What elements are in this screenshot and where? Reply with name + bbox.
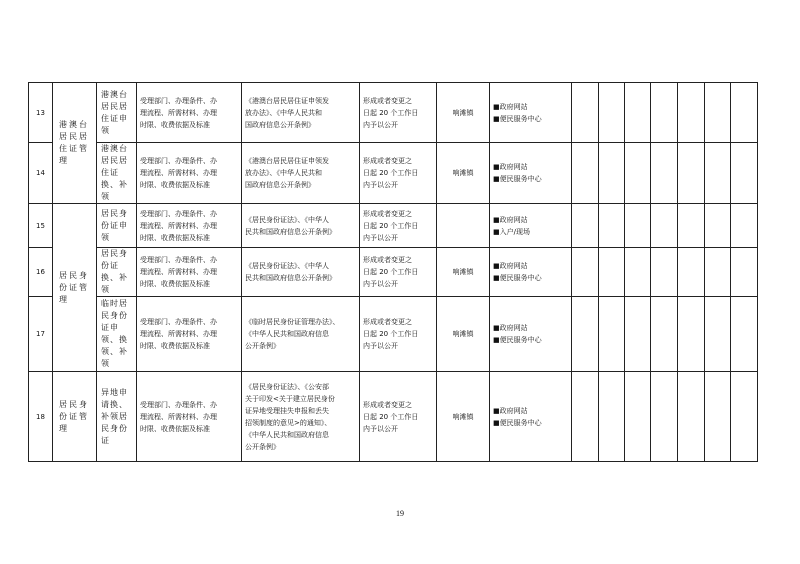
public-info-table (28, 82, 758, 462)
text-line: 证异地受理挂失申报和丢失 (245, 406, 329, 415)
text-line: ■便民服务中心 (493, 175, 542, 183)
text-line: ■入户/现场 (493, 227, 530, 236)
check-cell (625, 297, 651, 372)
text-line: ■便民服务中心 (493, 114, 542, 123)
text-line: 受理部门、办理条件、办 (140, 96, 217, 105)
text-line: 形成或者变更之 (363, 400, 412, 409)
text-line: 日起 20 个工作日 (363, 221, 419, 230)
basis-cell (242, 248, 360, 297)
text-line: 形成或者变更之 (363, 157, 412, 165)
time-limit-cell (360, 83, 437, 143)
text-line: 时限、收费依据及标准 (140, 342, 210, 350)
text-line: ■政府网站 (493, 262, 528, 270)
text-line: 时限、收费依据及标准 (140, 233, 210, 242)
text-line: 《居民身份证法》、《中华人 (245, 215, 329, 224)
page-number: 19 (396, 509, 404, 518)
department-cell: 响滩镇 (437, 143, 490, 204)
text-line: ■政府网站 (493, 163, 528, 171)
text-line: 公开条例》 (245, 442, 280, 451)
text-line: 公开条例》 (245, 342, 280, 350)
text-line: 日起 20 个工作日 (363, 268, 419, 276)
text-line: ■政府网站 (493, 102, 528, 111)
check-cell (651, 204, 678, 248)
check-cell (625, 248, 651, 297)
text-line: 形成或者变更之 (363, 209, 412, 218)
check-cell (731, 83, 758, 143)
text-line: 时限、收费依据及标准 (140, 181, 210, 189)
table-row (29, 143, 758, 204)
text-line: 时限、收费依据及标准 (140, 120, 210, 129)
check-cell (678, 143, 705, 204)
content-cell (137, 297, 242, 372)
text-line: ■便民服务中心 (493, 274, 542, 282)
basis-cell (242, 204, 360, 248)
text-line: 《中华人民共和国政府信息 (245, 330, 329, 338)
text-line: 内予以公开 (363, 342, 398, 350)
text-line: ■政府网站 (493, 215, 528, 224)
channel-cell (490, 297, 572, 372)
department-cell: 响滩镇 (437, 83, 490, 143)
basis-cell (242, 372, 360, 462)
text-line: ■便民服务中心 (493, 418, 542, 427)
content-cell (137, 248, 242, 297)
text-line: 内予以公开 (363, 120, 398, 129)
basis-cell (242, 83, 360, 143)
check-cell (705, 297, 731, 372)
check-cell (572, 83, 599, 143)
text-line: 内予以公开 (363, 280, 398, 288)
basis-cell (242, 143, 360, 204)
department-cell (437, 204, 490, 248)
row-number: 18 (29, 372, 53, 462)
text-line: 理流程、所需材料、办理 (140, 268, 217, 276)
text-line: 理流程、所需材料、办理 (140, 169, 217, 177)
table-row (29, 372, 758, 462)
item-name: 临时居民身份证申领、换领、补领 (97, 297, 137, 372)
text-line: 民共和国政府信息公开条例》 (245, 274, 336, 282)
check-cell (625, 143, 651, 204)
table-row (29, 248, 758, 297)
channel-cell (490, 83, 572, 143)
text-line: 《港澳台居民居住证申领发 (245, 96, 329, 105)
category-cell: 居民身份证管理 (53, 372, 97, 462)
check-cell (678, 83, 705, 143)
text-line: 理流程、所需材料、办理 (140, 108, 217, 117)
check-cell (599, 372, 625, 462)
check-cell (651, 83, 678, 143)
basis-cell (242, 297, 360, 372)
text-line: 《港澳台居民居住证申领发 (245, 157, 329, 165)
text-line: 关于印发<关于建立居民身份 (245, 394, 335, 403)
item-name: 居民身份证换、补领 (97, 248, 137, 297)
item-name: 港澳台居民居住证换、补领 (97, 143, 137, 204)
check-cell (651, 143, 678, 204)
check-cell (599, 204, 625, 248)
row-number: 14 (29, 143, 53, 204)
table-body (29, 83, 758, 462)
item-name: 港澳台居民居住证申领 (97, 83, 137, 143)
time-limit-cell (360, 297, 437, 372)
row-number: 16 (29, 248, 53, 297)
check-cell (705, 248, 731, 297)
text-line: 《居民身份证法》、《中华人 (245, 262, 329, 270)
text-line: 《中华人民共和国政府信息 (245, 430, 329, 439)
check-cell (625, 204, 651, 248)
text-line: 内予以公开 (363, 181, 398, 189)
row-number: 17 (29, 297, 53, 372)
text-line: 日起 20 个工作日 (363, 330, 419, 338)
check-cell (651, 372, 678, 462)
text-line: 日起 20 个工作日 (363, 412, 419, 421)
channel-cell (490, 204, 572, 248)
text-line: ■便民服务中心 (493, 336, 542, 344)
check-cell (599, 83, 625, 143)
department-cell: 响滩镇 (437, 248, 490, 297)
check-cell (599, 143, 625, 204)
check-cell (705, 372, 731, 462)
check-cell (572, 204, 599, 248)
item-name: 居民身份证申领 (97, 204, 137, 248)
text-line: 民共和国政府信息公开条例》 (245, 227, 336, 236)
check-cell (705, 83, 731, 143)
channel-cell (490, 143, 572, 204)
text-line: 放办法》、《中华人民共和 (245, 169, 322, 177)
time-limit-cell (360, 372, 437, 462)
check-cell (651, 297, 678, 372)
text-line: 时限、收费依据及标准 (140, 280, 210, 288)
check-cell (599, 248, 625, 297)
content-cell (137, 83, 242, 143)
text-line: 招领制度的意见>的通知》、 (245, 418, 332, 427)
check-cell (572, 248, 599, 297)
text-line: 受理部门、办理条件、办 (140, 400, 217, 409)
text-line: 受理部门、办理条件、办 (140, 256, 217, 264)
table-row (29, 83, 758, 143)
text-line: 内予以公开 (363, 233, 398, 242)
check-cell (599, 297, 625, 372)
row-number: 15 (29, 204, 53, 248)
text-line: 放办法》、《中华人民共和 (245, 108, 322, 117)
text-line: 形成或者变更之 (363, 96, 412, 105)
content-cell (137, 143, 242, 204)
text-line: 《临时居民身份证管理办法》、 (245, 318, 340, 326)
check-cell (572, 297, 599, 372)
category-cell: 居民身份证管理 (53, 204, 97, 372)
text-line: 形成或者变更之 (363, 318, 412, 326)
check-cell (678, 372, 705, 462)
text-line: ■政府网站 (493, 324, 528, 332)
time-limit-cell (360, 143, 437, 204)
text-line: 日起 20 个工作日 (363, 108, 419, 117)
check-cell (572, 143, 599, 204)
check-cell (678, 248, 705, 297)
channel-cell (490, 248, 572, 297)
table-row (29, 297, 758, 372)
category-cell: 港澳台居民居住证管理 (53, 83, 97, 204)
department-cell: 响滩镇 (437, 372, 490, 462)
department-cell: 响滩镇 (437, 297, 490, 372)
check-cell (731, 297, 758, 372)
content-cell (137, 204, 242, 248)
text-line: 国政府信息公开条例》 (245, 120, 315, 129)
text-line: 时限、收费依据及标准 (140, 424, 210, 433)
check-cell (731, 204, 758, 248)
text-line: 《居民身份证法》、《公安部 (245, 382, 329, 391)
content-cell (137, 372, 242, 462)
text-line: 受理部门、办理条件、办 (140, 318, 217, 326)
text-line: 理流程、所需材料、办理 (140, 330, 217, 338)
item-name: 异地申请换、补领居民身份证 (97, 372, 137, 462)
check-cell (625, 83, 651, 143)
check-cell (731, 143, 758, 204)
check-cell (678, 297, 705, 372)
check-cell (731, 248, 758, 297)
text-line: 日起 20 个工作日 (363, 169, 419, 177)
text-line: 国政府信息公开条例》 (245, 181, 315, 189)
text-line: 理流程、所需材料、办理 (140, 412, 217, 421)
table-row (29, 204, 758, 248)
text-line: 形成或者变更之 (363, 256, 412, 264)
check-cell (572, 372, 599, 462)
check-cell (731, 372, 758, 462)
check-cell (705, 204, 731, 248)
text-line: ■政府网站 (493, 406, 528, 415)
check-cell (678, 204, 705, 248)
time-limit-cell (360, 204, 437, 248)
row-number: 13 (29, 83, 53, 143)
text-line: 受理部门、办理条件、办 (140, 157, 217, 165)
check-cell (705, 143, 731, 204)
check-cell (651, 248, 678, 297)
text-line: 受理部门、办理条件、办 (140, 209, 217, 218)
text-line: 理流程、所需材料、办理 (140, 221, 217, 230)
text-line: 内予以公开 (363, 424, 398, 433)
check-cell (625, 372, 651, 462)
time-limit-cell (360, 248, 437, 297)
channel-cell (490, 372, 572, 462)
